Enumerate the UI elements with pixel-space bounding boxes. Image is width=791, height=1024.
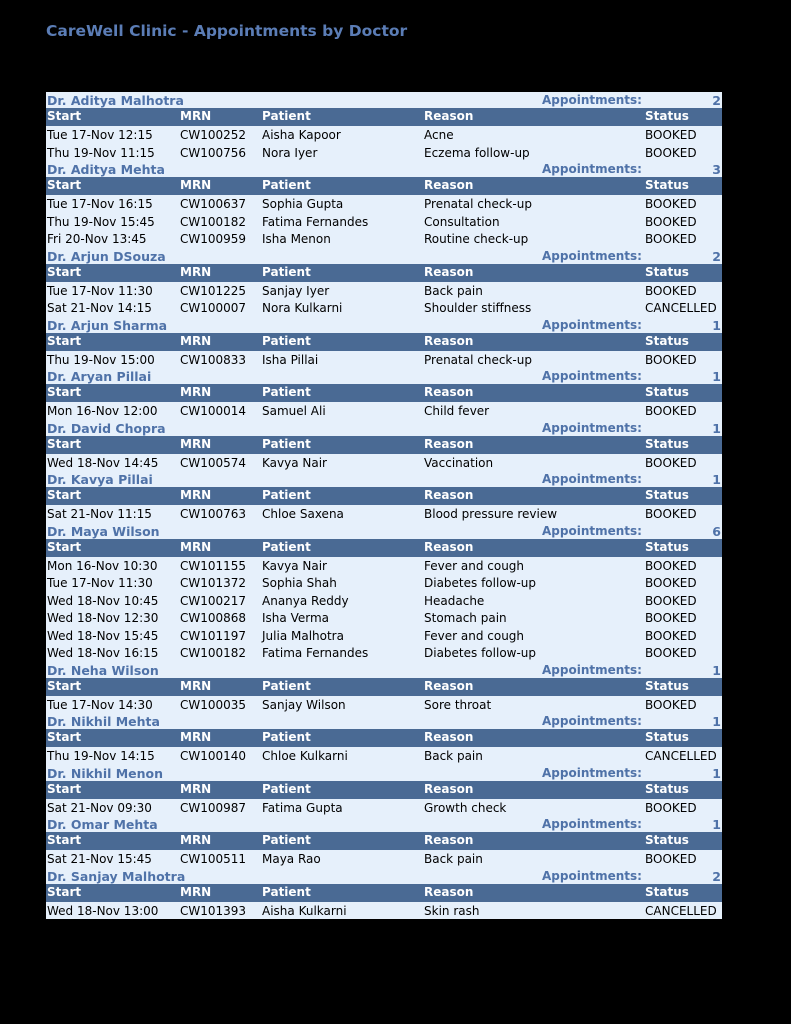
cell-start: Sat 21-Nov 14:15 xyxy=(47,301,152,315)
cell-patient: Kavya Nair xyxy=(262,558,327,573)
appointments-count: 2 xyxy=(712,868,721,884)
column-header-reason: Reason xyxy=(424,781,474,796)
column-header-patient: Patient xyxy=(262,884,311,899)
doctor-group xyxy=(46,248,722,317)
cell-reason: Diabetes follow-up xyxy=(424,646,537,660)
cell-status: BOOKED xyxy=(645,558,697,573)
cell-start: Wed 18-Nov 13:00 xyxy=(47,903,159,918)
cell-mrn: CW100756 xyxy=(180,145,247,160)
appointment-row xyxy=(46,213,722,231)
cell-mrn: CW100833 xyxy=(180,352,247,367)
column-header-patient: Patient xyxy=(262,539,311,554)
cell-reason: Growth check xyxy=(424,800,507,815)
cell-status: CANCELLED xyxy=(645,301,717,315)
column-header-start: Start xyxy=(47,730,82,744)
cell-status: BOOKED xyxy=(645,283,697,298)
doctor-group xyxy=(46,765,722,817)
column-header-patient: Patient xyxy=(262,178,311,192)
appointments-count: 1 xyxy=(712,369,721,384)
column-header-patient: Patient xyxy=(262,488,311,502)
column-header-start: Start xyxy=(47,539,82,554)
appointment-row xyxy=(46,747,722,765)
cell-start: Tue 17-Nov 11:30 xyxy=(47,283,153,298)
cell-start: Thu 19-Nov 14:15 xyxy=(47,749,155,763)
appointment-row xyxy=(46,850,722,868)
doctor-name: Dr. Arjun DSouza xyxy=(47,248,166,264)
cell-patient: Fatima Fernandes xyxy=(262,646,369,660)
cell-start: Wed 18-Nov 16:15 xyxy=(47,646,159,660)
cell-patient: Sophia Gupta xyxy=(262,197,344,211)
cell-patient: Fatima Gupta xyxy=(262,800,343,815)
appointment-row xyxy=(46,230,722,248)
appointment-row xyxy=(46,126,722,144)
cell-reason: Back pain xyxy=(424,852,483,866)
doctor-header xyxy=(46,713,722,729)
cell-patient: Nora Iyer xyxy=(262,145,318,160)
appointment-row xyxy=(46,282,722,300)
doctor-group xyxy=(46,317,722,369)
doctor-name: Dr. Nikhil Mehta xyxy=(47,714,160,729)
doctor-name: Dr. Arjun Sharma xyxy=(47,317,168,333)
doctor-group xyxy=(46,92,722,161)
appointment-row xyxy=(46,609,722,627)
doctor-group xyxy=(46,868,722,920)
appointment-row xyxy=(46,696,722,714)
appointments-label: Appointments: xyxy=(542,317,642,332)
column-header-status: Status xyxy=(645,333,689,348)
column-header-row xyxy=(46,487,722,505)
cell-status: CANCELLED xyxy=(645,749,717,763)
cell-status: BOOKED xyxy=(645,128,697,142)
column-header-start: Start xyxy=(47,781,82,796)
column-header-patient: Patient xyxy=(262,109,311,123)
appointments-count: 1 xyxy=(712,472,721,487)
cell-reason: Prenatal check-up xyxy=(424,352,532,367)
column-header-status: Status xyxy=(645,385,689,399)
appointments-count: 3 xyxy=(712,162,721,177)
doctor-name: Dr. Omar Mehta xyxy=(47,817,158,832)
column-header-mrn: MRN xyxy=(180,678,212,693)
cell-mrn: CW100007 xyxy=(180,301,247,315)
doctor-header xyxy=(46,471,722,487)
cell-patient: Isha Verma xyxy=(262,611,329,625)
cell-reason: Prenatal check-up xyxy=(424,197,532,211)
cell-start: Sat 21-Nov 11:15 xyxy=(47,507,152,521)
cell-mrn: CW101225 xyxy=(180,283,247,298)
appointments-count: 1 xyxy=(712,765,721,781)
column-header-patient: Patient xyxy=(262,436,311,451)
appointments-label: Appointments: xyxy=(542,523,642,538)
appointment-row xyxy=(46,144,722,162)
doctor-group xyxy=(46,713,722,765)
appointments-label: Appointments: xyxy=(542,162,642,176)
appointments-label: Appointments: xyxy=(542,714,642,728)
column-header-status: Status xyxy=(645,833,689,847)
cell-mrn: CW100987 xyxy=(180,800,247,815)
cell-status: BOOKED xyxy=(645,145,697,160)
cell-reason: Fever and cough xyxy=(424,558,525,573)
cell-start: Thu 19-Nov 11:15 xyxy=(47,145,155,160)
cell-status: BOOKED xyxy=(645,232,697,246)
cell-status: BOOKED xyxy=(645,697,697,712)
cell-start: Wed 18-Nov 10:45 xyxy=(47,593,159,608)
cell-patient: Sanjay Wilson xyxy=(262,697,346,712)
cell-reason: Headache xyxy=(424,593,485,608)
cell-patient: Aisha Kulkarni xyxy=(262,903,347,918)
cell-reason: Child fever xyxy=(424,404,490,418)
cell-patient: Ananya Reddy xyxy=(262,593,349,608)
doctor-group xyxy=(46,420,722,472)
appointments-label: Appointments: xyxy=(542,420,642,435)
doctor-name: Dr. Aditya Mehta xyxy=(47,162,165,177)
cell-start: Mon 16-Nov 10:30 xyxy=(47,558,158,573)
cell-start: Tue 17-Nov 14:30 xyxy=(47,697,153,712)
column-header-start: Start xyxy=(47,178,82,192)
cell-reason: Blood pressure review xyxy=(424,507,558,521)
column-header-mrn: MRN xyxy=(180,264,212,279)
appointment-row xyxy=(46,644,722,662)
column-header-reason: Reason xyxy=(424,539,474,554)
cell-patient: Sanjay Iyer xyxy=(262,283,330,298)
column-header-status: Status xyxy=(645,488,689,502)
doctor-header xyxy=(46,523,722,539)
cell-status: BOOKED xyxy=(645,214,697,229)
cell-mrn: CW100182 xyxy=(180,214,247,229)
cell-mrn: CW101197 xyxy=(180,628,247,643)
cell-start: Thu 19-Nov 15:45 xyxy=(47,214,155,229)
appointment-row xyxy=(46,574,722,592)
cell-reason: Sore throat xyxy=(424,697,492,712)
doctor-group xyxy=(46,471,722,523)
column-header-patient: Patient xyxy=(262,264,311,279)
column-header-mrn: MRN xyxy=(180,488,212,502)
doctor-name: Dr. David Chopra xyxy=(47,420,166,436)
doctor-header xyxy=(46,368,722,384)
cell-reason: Skin rash xyxy=(424,903,480,918)
column-header-reason: Reason xyxy=(424,385,474,399)
appointments-count: 1 xyxy=(712,817,721,832)
cell-start: Thu 19-Nov 15:00 xyxy=(47,352,155,367)
cell-reason: Back pain xyxy=(424,283,483,298)
doctor-name: Dr. Aryan Pillai xyxy=(47,369,152,384)
cell-start: Tue 17-Nov 12:15 xyxy=(47,128,153,142)
doctor-group xyxy=(46,161,722,248)
cell-reason: Fever and cough xyxy=(424,628,525,643)
cell-mrn: CW101155 xyxy=(180,558,247,573)
column-header-reason: Reason xyxy=(424,436,474,451)
cell-mrn: CW100959 xyxy=(180,232,247,246)
cell-patient: Aisha Kapoor xyxy=(262,128,341,142)
cell-mrn: CW100574 xyxy=(180,455,247,470)
doctor-header xyxy=(46,317,722,333)
column-header-row xyxy=(46,832,722,850)
cell-mrn: CW100217 xyxy=(180,593,247,608)
doctor-name: Dr. Aditya Malhotra xyxy=(47,93,184,108)
appointments-label: Appointments: xyxy=(542,817,642,831)
cell-start: Wed 18-Nov 12:30 xyxy=(47,611,159,625)
cell-reason: Shoulder stiffness xyxy=(424,301,532,315)
appointment-row xyxy=(46,402,722,420)
cell-patient: Maya Rao xyxy=(262,852,321,866)
cell-start: Sat 21-Nov 09:30 xyxy=(47,800,152,815)
cell-start: Tue 17-Nov 16:15 xyxy=(47,197,153,211)
doctor-name: Dr. Maya Wilson xyxy=(47,523,160,539)
doctor-header xyxy=(46,765,722,781)
column-header-row xyxy=(46,384,722,402)
cell-start: Fri 20-Nov 13:45 xyxy=(47,232,147,246)
cell-mrn: CW100140 xyxy=(180,749,247,763)
column-header-row xyxy=(46,539,722,557)
appointments-count: 1 xyxy=(712,714,721,729)
cell-mrn: CW100511 xyxy=(180,852,247,866)
column-header-patient: Patient xyxy=(262,833,311,847)
doctor-name: Dr. Nikhil Menon xyxy=(47,765,164,781)
cell-status: BOOKED xyxy=(645,455,697,470)
page-title: CareWell Clinic - Appointments by Doctor xyxy=(46,22,408,40)
cell-status: CANCELLED xyxy=(645,903,717,918)
column-header-mrn: MRN xyxy=(180,833,212,847)
column-header-status: Status xyxy=(645,884,689,899)
appointments-report xyxy=(46,92,722,919)
column-header-start: Start xyxy=(47,333,82,348)
column-header-row xyxy=(46,729,722,747)
appointment-row xyxy=(46,592,722,610)
cell-patient: Nora Kulkarni xyxy=(262,301,343,315)
appointment-row xyxy=(46,557,722,575)
cell-status: BOOKED xyxy=(645,852,697,866)
cell-patient: Isha Pillai xyxy=(262,352,319,367)
appointments-label: Appointments: xyxy=(542,868,642,883)
cell-start: Tue 17-Nov 11:30 xyxy=(47,576,153,590)
appointments-label: Appointments: xyxy=(542,369,642,383)
cell-reason: Vaccination xyxy=(424,455,494,470)
doctor-header xyxy=(46,161,722,177)
column-header-start: Start xyxy=(47,109,82,123)
appointments-label: Appointments: xyxy=(542,93,642,107)
doctor-header xyxy=(46,868,722,884)
appointment-row xyxy=(46,351,722,369)
appointments-label: Appointments: xyxy=(542,472,642,486)
cell-status: BOOKED xyxy=(645,593,697,608)
column-header-patient: Patient xyxy=(262,730,311,744)
cell-mrn: CW100035 xyxy=(180,697,247,712)
doctor-name: Dr. Kavya Pillai xyxy=(47,472,153,487)
appointments-count: 1 xyxy=(712,420,721,436)
column-header-reason: Reason xyxy=(424,833,474,847)
column-header-mrn: MRN xyxy=(180,385,212,399)
column-header-reason: Reason xyxy=(424,730,474,744)
cell-mrn: CW101372 xyxy=(180,576,247,590)
column-header-status: Status xyxy=(645,264,689,279)
doctor-name: Dr. Neha Wilson xyxy=(47,662,159,678)
column-header-mrn: MRN xyxy=(180,781,212,796)
column-header-mrn: MRN xyxy=(180,436,212,451)
cell-patient: Julia Malhotra xyxy=(262,628,344,643)
cell-status: BOOKED xyxy=(645,352,697,367)
cell-reason: Diabetes follow-up xyxy=(424,576,537,590)
cell-start: Sat 21-Nov 15:45 xyxy=(47,852,152,866)
cell-mrn: CW100252 xyxy=(180,128,247,142)
cell-start: Wed 18-Nov 14:45 xyxy=(47,455,159,470)
cell-mrn: CW100014 xyxy=(180,404,247,418)
column-header-reason: Reason xyxy=(424,884,474,899)
appointments-label: Appointments: xyxy=(542,662,642,677)
column-header-reason: Reason xyxy=(424,678,474,693)
cell-start: Mon 16-Nov 12:00 xyxy=(47,404,158,418)
column-header-start: Start xyxy=(47,678,82,693)
column-header-row xyxy=(46,108,722,126)
cell-status: BOOKED xyxy=(645,611,697,625)
doctor-header xyxy=(46,248,722,264)
column-header-reason: Reason xyxy=(424,178,474,192)
column-header-patient: Patient xyxy=(262,678,311,693)
cell-reason: Consultation xyxy=(424,214,500,229)
column-header-start: Start xyxy=(47,385,82,399)
column-header-reason: Reason xyxy=(424,488,474,502)
cell-status: BOOKED xyxy=(645,800,697,815)
doctor-header xyxy=(46,92,722,108)
cell-patient: Chloe Saxena xyxy=(262,507,344,521)
column-header-status: Status xyxy=(645,781,689,796)
cell-patient: Isha Menon xyxy=(262,232,331,246)
cell-patient: Chloe Kulkarni xyxy=(262,749,348,763)
appointment-row xyxy=(46,454,722,472)
cell-mrn: CW100637 xyxy=(180,197,247,211)
column-header-status: Status xyxy=(645,730,689,744)
appointment-row xyxy=(46,195,722,213)
cell-status: BOOKED xyxy=(645,404,697,418)
cell-status: BOOKED xyxy=(645,576,697,590)
cell-mrn: CW100763 xyxy=(180,507,247,521)
column-header-status: Status xyxy=(645,539,689,554)
cell-patient: Kavya Nair xyxy=(262,455,327,470)
appointment-row xyxy=(46,799,722,817)
column-header-status: Status xyxy=(645,178,689,192)
appointments-label: Appointments: xyxy=(542,765,642,780)
column-header-row xyxy=(46,177,722,195)
column-header-row xyxy=(46,333,722,351)
column-header-mrn: MRN xyxy=(180,109,212,123)
cell-patient: Samuel Ali xyxy=(262,404,326,418)
appointment-row xyxy=(46,505,722,523)
column-header-start: Start xyxy=(47,264,82,279)
cell-status: BOOKED xyxy=(645,197,697,211)
cell-reason: Eczema follow-up xyxy=(424,145,530,160)
column-header-status: Status xyxy=(645,436,689,451)
column-header-row xyxy=(46,678,722,696)
cell-mrn: CW100182 xyxy=(180,646,247,660)
column-header-row xyxy=(46,436,722,454)
appointments-count: 2 xyxy=(712,93,721,108)
doctor-header xyxy=(46,816,722,832)
appointments-count: 2 xyxy=(712,248,721,264)
column-header-row xyxy=(46,884,722,902)
cell-mrn: CW101393 xyxy=(180,903,247,918)
appointments-label: Appointments: xyxy=(542,248,642,263)
column-header-patient: Patient xyxy=(262,333,311,348)
column-header-row xyxy=(46,264,722,282)
cell-patient: Fatima Fernandes xyxy=(262,214,369,229)
column-header-reason: Reason xyxy=(424,264,474,279)
column-header-patient: Patient xyxy=(262,781,311,796)
appointments-count: 1 xyxy=(712,317,721,333)
cell-status: BOOKED xyxy=(645,507,697,521)
cell-patient: Sophia Shah xyxy=(262,576,337,590)
appointment-row xyxy=(46,299,722,317)
column-header-start: Start xyxy=(47,833,82,847)
cell-status: BOOKED xyxy=(645,628,697,643)
cell-mrn: CW100868 xyxy=(180,611,247,625)
doctor-group xyxy=(46,816,722,868)
cell-reason: Back pain xyxy=(424,749,483,763)
doctor-group xyxy=(46,523,722,662)
column-header-mrn: MRN xyxy=(180,884,212,899)
column-header-start: Start xyxy=(47,884,82,899)
column-header-start: Start xyxy=(47,488,82,502)
column-header-reason: Reason xyxy=(424,109,474,123)
doctor-header xyxy=(46,420,722,436)
doctor-name: Dr. Sanjay Malhotra xyxy=(47,868,186,884)
cell-reason: Stomach pain xyxy=(424,611,507,625)
doctor-group xyxy=(46,368,722,420)
appointment-row xyxy=(46,627,722,645)
doctor-header xyxy=(46,662,722,678)
appointments-count: 1 xyxy=(712,662,721,678)
column-header-reason: Reason xyxy=(424,333,474,348)
column-header-status: Status xyxy=(645,109,689,123)
column-header-patient: Patient xyxy=(262,385,311,399)
column-header-start: Start xyxy=(47,436,82,451)
cell-start: Wed 18-Nov 15:45 xyxy=(47,628,159,643)
cell-reason: Routine check-up xyxy=(424,232,529,246)
column-header-mrn: MRN xyxy=(180,539,212,554)
column-header-mrn: MRN xyxy=(180,730,212,744)
column-header-mrn: MRN xyxy=(180,333,212,348)
appointments-count: 6 xyxy=(712,523,721,539)
cell-status: BOOKED xyxy=(645,646,697,660)
column-header-status: Status xyxy=(645,678,689,693)
cell-reason: Acne xyxy=(424,128,454,142)
column-header-mrn: MRN xyxy=(180,178,212,192)
doctor-group xyxy=(46,662,722,714)
column-header-row xyxy=(46,781,722,799)
appointment-row xyxy=(46,902,722,920)
